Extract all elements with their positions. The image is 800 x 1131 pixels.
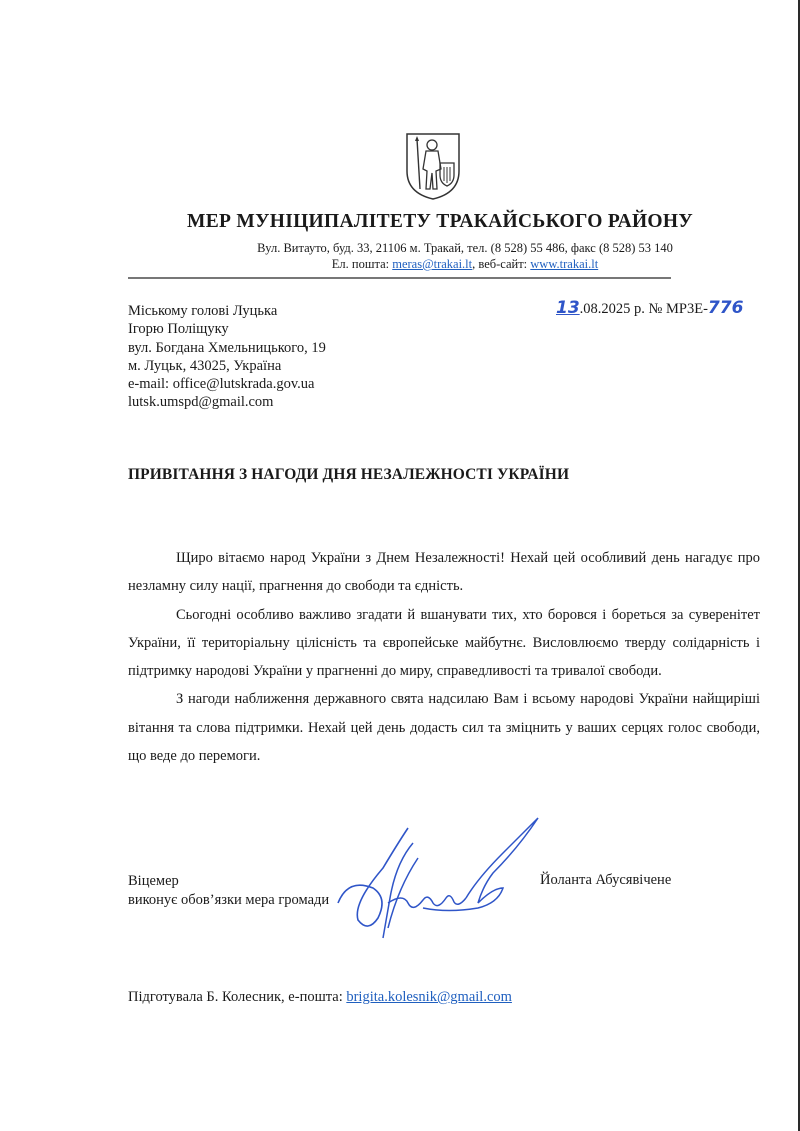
- body-paragraph: Щиро вітаємо народ України з Днем Незалежності! Нехай цей особливий день нагадує про незламну силу нації, прагнення до свободи та єдність.: [128, 550, 760, 595]
- knight-coat-of-arms-icon: [404, 131, 462, 201]
- organization-email-link[interactable]: meras@trakai.lt: [392, 257, 473, 271]
- organization-website-link[interactable]: www.trakai.lt: [530, 257, 599, 271]
- letter-body: [128, 544, 760, 770]
- header-divider: [128, 277, 671, 279]
- organization-contacts: [0, 257, 800, 272]
- website-label: , веб-сайт:: [472, 257, 531, 271]
- recipient-line: e-mail: office@lutskrada.gov.ua: [128, 376, 315, 393]
- signatory-position: Віцемер: [128, 873, 179, 889]
- body-paragraph: Сьогодні особливо важливо згадати й вшанувати тих, хто боровся і бореться за суверенітет України, її територіальну цілісність та європейське майбутнє. Висловлюємо тверду солідарність і підтримку народові України у прагненні до миру, справедливості та тривалої свободи.: [128, 606, 760, 680]
- prepared-by: [128, 989, 512, 1006]
- reference-date: .08.2025 р. № МР3Е-: [579, 301, 708, 317]
- handwritten-day: 13: [556, 298, 580, 318]
- document-reference: [556, 298, 743, 318]
- organization-title: МЕР МУНІЦИПАЛІТЕТУ ТРАКАЙСЬКОГО РАЙОНУ: [187, 211, 693, 232]
- organization-address: Вул. Витауто, буд. 33, 21106 м. Тракай, тел. (8 528) 55 486, факс (8 528) 53 140: [257, 241, 673, 255]
- recipient-line: вул. Богдана Хмельницького, 19: [128, 339, 326, 356]
- recipient-line: lutsk.umspd@gmail.com: [128, 394, 274, 411]
- signatory-role: виконує обов’язки мера громади: [128, 892, 330, 908]
- prepared-by-label: Підготувала Б. Колесник, е-пошта:: [128, 989, 347, 1005]
- body-paragraph: З нагоди наближення державного свята надсилаю Вам і всьому народові України найщиріші вітання та слова підтримки. Нехай цей день додасть сил та зміцнить у ваших серцях голос свободи, що веде до перемоги.: [128, 691, 760, 765]
- handwritten-number: 776: [707, 298, 744, 318]
- preparer-email-link[interactable]: brigita.kolesnik@gmail.com: [346, 989, 512, 1005]
- recipient-block: [128, 302, 326, 412]
- recipient-line: Міському голові Луцька: [128, 303, 278, 319]
- recipient-line: Ігорю Поліщуку: [128, 321, 229, 338]
- letter-subject: ПРИВІТАННЯ З НАГОДИ ДНЯ НЕЗАЛЕЖНОСТІ УКРАЇНИ: [128, 466, 570, 483]
- email-label: Ел. пошта:: [331, 257, 393, 271]
- signatory-title: [128, 872, 329, 910]
- handwritten-signature-icon: [328, 808, 558, 948]
- signatory-name: Йоланта Абусявічене: [540, 872, 672, 888]
- recipient-line: м. Луцьк, 43025, Україна: [128, 357, 282, 374]
